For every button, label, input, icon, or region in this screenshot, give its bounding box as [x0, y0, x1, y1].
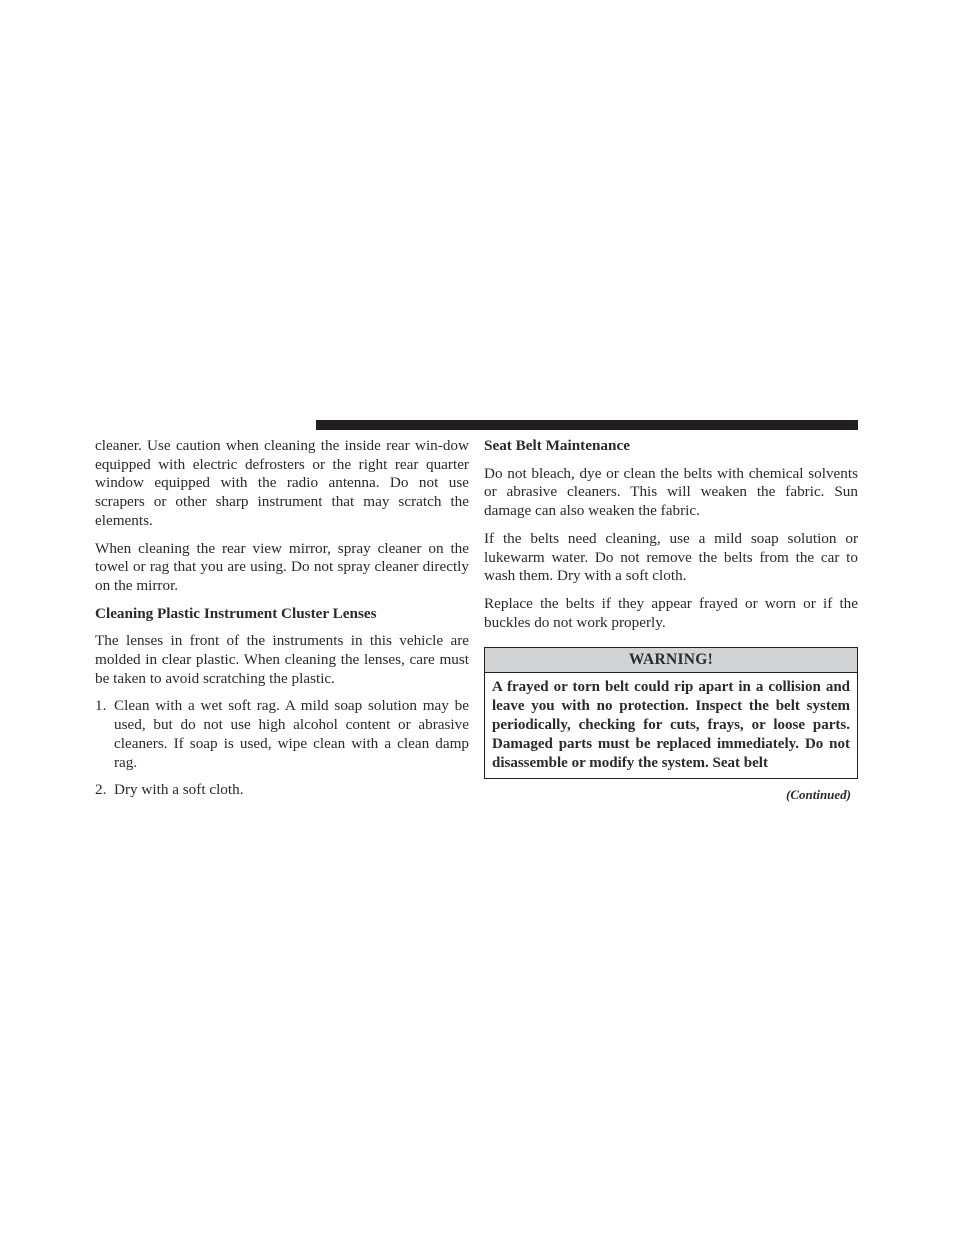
continued-label: (Continued): [785, 787, 851, 803]
paragraph-mirror-cleaning: When cleaning the rear view mirror, spray cleaner on the towel or rag that you are using. Do not spray cleaner directly on the mirror.: [95, 539, 469, 594]
warning-title: WARNING!: [485, 648, 857, 673]
paragraph-belt-cleaning: If the belts need cleaning, use a mild soap solution or lukewarm water. Do not remove the belts from the car to wash them. Dry with a soft cloth.: [484, 529, 858, 585]
list-number: 2.: [95, 781, 107, 799]
paragraph-belt-replace: Replace the belts if they appear frayed or worn or if the buckles do not work properly.: [484, 594, 858, 631]
list-item: [95, 697, 469, 772]
warning-text: A frayed or torn belt could rip apart in a collision and leave you with no protection. Inspect the belt system periodically, checking for cuts, frays, or loose parts. Damaged parts must be replaced immediately. Do not disassemble or modify the system. Seat belt: [492, 679, 850, 771]
list-number: 1.: [95, 697, 107, 715]
section-heading-seat-belt: Seat Belt Maintenance: [484, 437, 630, 454]
list-text: Dry with a soft cloth.: [114, 781, 244, 799]
left-column: [95, 437, 469, 800]
list-text: Clean with a wet soft rag. A mild soap solution may be used, but do not use high alcohol content or abrasive cleaners. If soap is used, wipe clean with a clean damp rag.: [114, 697, 469, 771]
header-rule: [316, 420, 858, 430]
paragraph-belt-chemicals: Do not bleach, dye or clean the belts with chemical solvents or abrasive cleaners. This will weaken the fabric. Sun damage can also weaken the fabric.: [484, 464, 858, 520]
section-heading-cluster-lenses: Cleaning Plastic Instrument Cluster Lenses: [95, 604, 377, 622]
right-column: [484, 437, 858, 804]
paragraph-window-cleaning: cleaner. Use caution when cleaning the inside rear win-dow equipped with electric defrosters or the right rear quarter window equipped with the radio antenna. Do not use scrapers or other sharp instrument that may scratch the elements.: [95, 437, 469, 529]
paragraph-lenses: The lenses in front of the instruments in this vehicle are molded in clear plastic. When cleaning the lenses, care must be taken to avoid scratching the plastic.: [95, 632, 469, 687]
warning-box: [484, 647, 858, 779]
list-item: [95, 781, 469, 800]
